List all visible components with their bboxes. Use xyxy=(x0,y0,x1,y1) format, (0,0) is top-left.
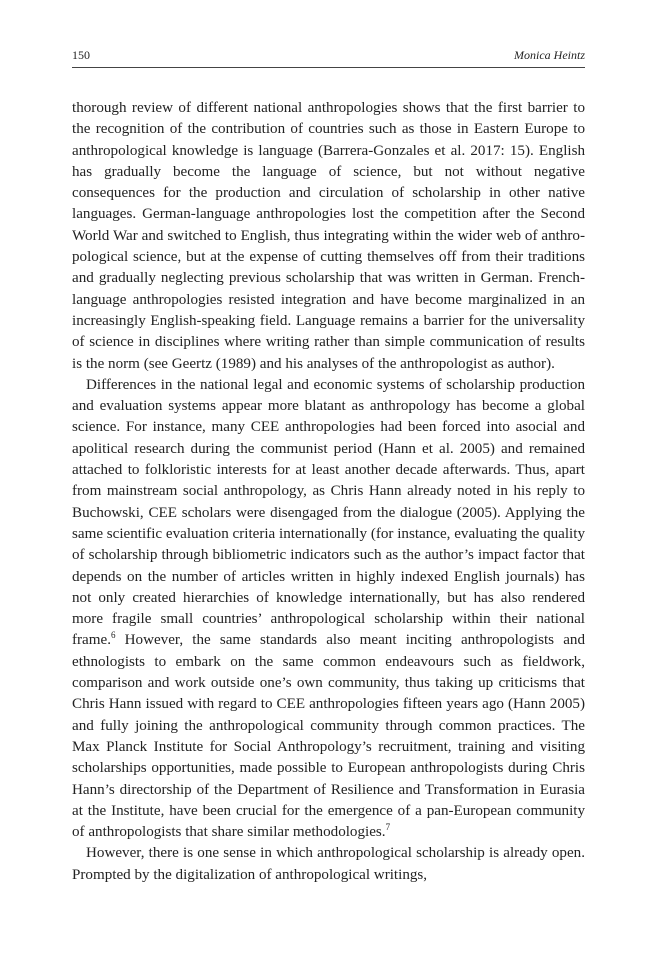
body-text xyxy=(72,98,585,886)
paragraph-2-text: Differences in the national legal and economic systems of scholarship production and evaluation systems appear more blatant as anthropology has become a global science. For instance, many CEE anthropologies had been forced into asocial and apolitical research during the communist period (Hann et al. 2005) and remained attached to folkloristic interests for at least another decade afterwards. Thus, apart from mainstream social anthropology, as Chris Hann already noted in his reply to Buchowski, CEE scholars were disengaged from the dialogue (2005). Applying the same scientific evaluation criteria internationally (for instance, evaluating the quality of scholarship through bibliometric indicators such as the author’s impact factor that depends on the number of articles written in highly indexed English journals) has not only created hierarchies of knowledge internationally, but has also rendered more fragile small countries’ anthropological scholarship within their national frame. xyxy=(72,376,585,649)
page xyxy=(72,48,585,886)
paragraph-1 xyxy=(72,98,585,375)
paragraph-1-text: thorough review of different national anthropologies shows that the first barrier to the recognition of the contribution of countries such as those in Eastern Europe to anthropological knowledge is language (Barrera-Gonzales et al. 2017: 15). English has gradually become the language of science, but not without negative consequences for the production and circulation of scholarship in other native languages. German-language anthropologies lost the competition after the Second World War and switched to English, thus integrating within the wider web of anthropological science, but at the expense of cutting themselves off from their traditions and gradually neglecting previous scholarship that was written in German. French-language anthropologies resisted integration and have become marginalized in an increasingly English-speaking field. Language remains a barrier for the universality of science in disciplines where writing rather than simple communication of results is the norm (see Geertz (1989) and his analyses of the anthropologist as author). xyxy=(72,100,585,372)
running-head-author: Monica Heintz xyxy=(514,48,585,62)
paragraph-2-text-continued: However, the same standards also meant inciting anthropologists and ethnologists to embark on the same common endeavours such as fieldwork, comparison and work outside one’s own community, thus taking up criticisms that Chris Hann issued with regard to CEE anthropologies fifteen years ago (Hann 2005) and fully joining the anthropological community through common practices. The Max Planck Institute for Social Anthropology’s recruitment, training and visiting scholarships opportunities, made possible to European anthropologists during Chris Hann’s directorship of the Department of Resilience and Transformation in Eurasia at the Institute, have been crucial for the emergence of a pan-European community of anthropologists that share similar methodologies. xyxy=(72,632,585,841)
paragraph-2 xyxy=(72,375,585,844)
running-head xyxy=(72,48,585,68)
footnote-marker-6[interactable]: 6 xyxy=(110,630,116,641)
paragraph-3 xyxy=(72,843,585,886)
page-number: 150 xyxy=(72,48,90,62)
footnote-marker-7[interactable]: 7 xyxy=(385,822,391,833)
paragraph-3-text: However, there is one sense in which anthropological scholarship is already open. Prompted by the digitalization of anthropological writings, xyxy=(72,845,585,883)
